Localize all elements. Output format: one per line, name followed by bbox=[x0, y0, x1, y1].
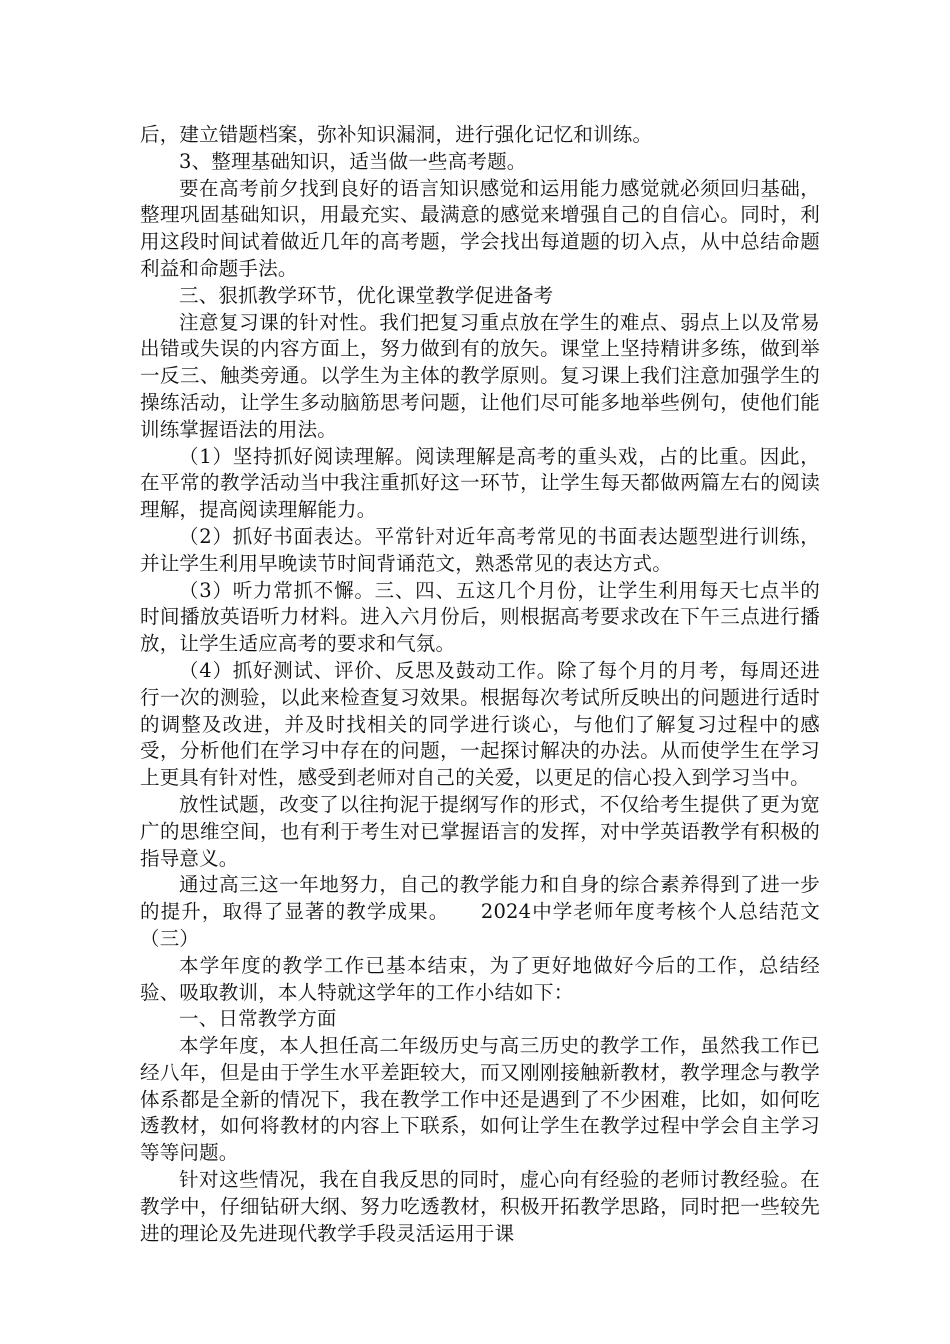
paragraph-9: （4）抓好测试、评价、反思及鼓动工作。除了每个月的月考，每周还进行一次的测验，以此来检查复习效果。根据每次考试所反映出的问题进行适时的调整及改进，并及时找相关的同学进行谈心，与他们了解复习过程中的感受，分析他们在学习中存在的问题，一起探讨解决的办法。从而使学生在学习上更具有针对性，感受到老师对自己的关爱，以更足的信心投入到学习当中。 bbox=[140, 658, 820, 790]
paragraph-10: 放性试题，改变了以往拘泥于提纲写作的形式，不仅给考生提供了更为宽广的思维空间，也有利于考生对已掌握语言的发挥，对中学英语教学有积极的指导意义。 bbox=[140, 792, 820, 870]
paragraph-2: 3、整理基础知识，适当做一些高考题。 bbox=[179, 149, 527, 173]
paragraph-12: 本学年度的教学工作已基本结束，为了更好地做好今后的工作，总结经验、吸取教训，本人特就这学年的工作小结如下： bbox=[140, 953, 820, 1004]
paragraph-15: 针对这些情况，我在自我反思的同时，虚心向有经验的老师讨教经验。在教学中，仔细钻研大纲、努力吃透教材，积极开拓教学思路，同时把一些较先进的理论及先进现代教学手段灵活运用于课 bbox=[140, 1168, 820, 1245]
document-page bbox=[140, 122, 820, 1247]
paragraph-8: （3）听力常抓不懈。三、四、五这几个月份，让学生利用每天七点半的时间播放英语听力材料。进入六月份后，则根据高考要求改在下午三点进行播放，让学生适应高考的要求和气氛。 bbox=[140, 578, 820, 656]
section-heading-3: 三、狠抓教学环节，优化课堂教学促进备考 bbox=[179, 283, 554, 307]
paragraph-1: 后，建立错题档案，弥补知识漏洞，进行强化记忆和训练。 bbox=[140, 123, 653, 146]
paragraph-5: 注意复习课的针对性。我们把复习重点放在学生的难点、弱点上以及常易出错或失误的内容方面上，努力做到有的放矢。课堂上坚持精讲多练，做到举一反三、触类旁通。以学生为主体的教学原则。复习课上我们注意加强学生的操练活动，让学生多动脑筋思考问题，让他们尽可能多地举些例句，使他们能训练掌握语法的用法。 bbox=[140, 310, 820, 441]
paragraph-14: 本学年度，本人担任高二年级历史与高三历史的教学工作，虽然我工作已经八年，但是由于学生水平差距较大，而又刚刚接触新教材，教学理念与教学体系都是全新的情况下，我在教学工作中还是遇到了不少困难，比如，如何吃透教材，如何将教材的内容上下联系，如何让学生在教学过程中学会自主学习等等问题。 bbox=[140, 1034, 820, 1165]
section-heading-1: 一、日常教学方面 bbox=[179, 1007, 337, 1031]
paragraph-11: 通过高三这一年地努力，自己的教学能力和自身的综合素养得到了进一步的提升，取得了显著的教学成果。 2024中学老师年度考核个人总结范文（三） bbox=[140, 873, 820, 950]
paragraph-7: （2）抓好书面表达。平常针对近年高考常见的书面表达题型进行训练，并让学生利用早晚读节时间背诵范文，熟悉常见的表达方式。 bbox=[140, 524, 820, 575]
paragraph-6: （1）坚持抓好阅读理解。阅读理解是高考的重头戏，占的比重。因此，在平常的教学活动当中我注重抓好这一环节，让学生每天都做两篇左右的阅读理解，提高阅读理解能力。 bbox=[140, 444, 820, 522]
paragraph-3: 要在高考前夕找到良好的语言知识感觉和运用能力感觉就必须回归基础，整理巩固基础知识，用最充实、最满意的感觉来增强自己的自信心。同时，利用这段时间试着做近几年的高考题，学会找出每道题的切入点，从中总结命题利益和命题手法。 bbox=[140, 176, 820, 280]
